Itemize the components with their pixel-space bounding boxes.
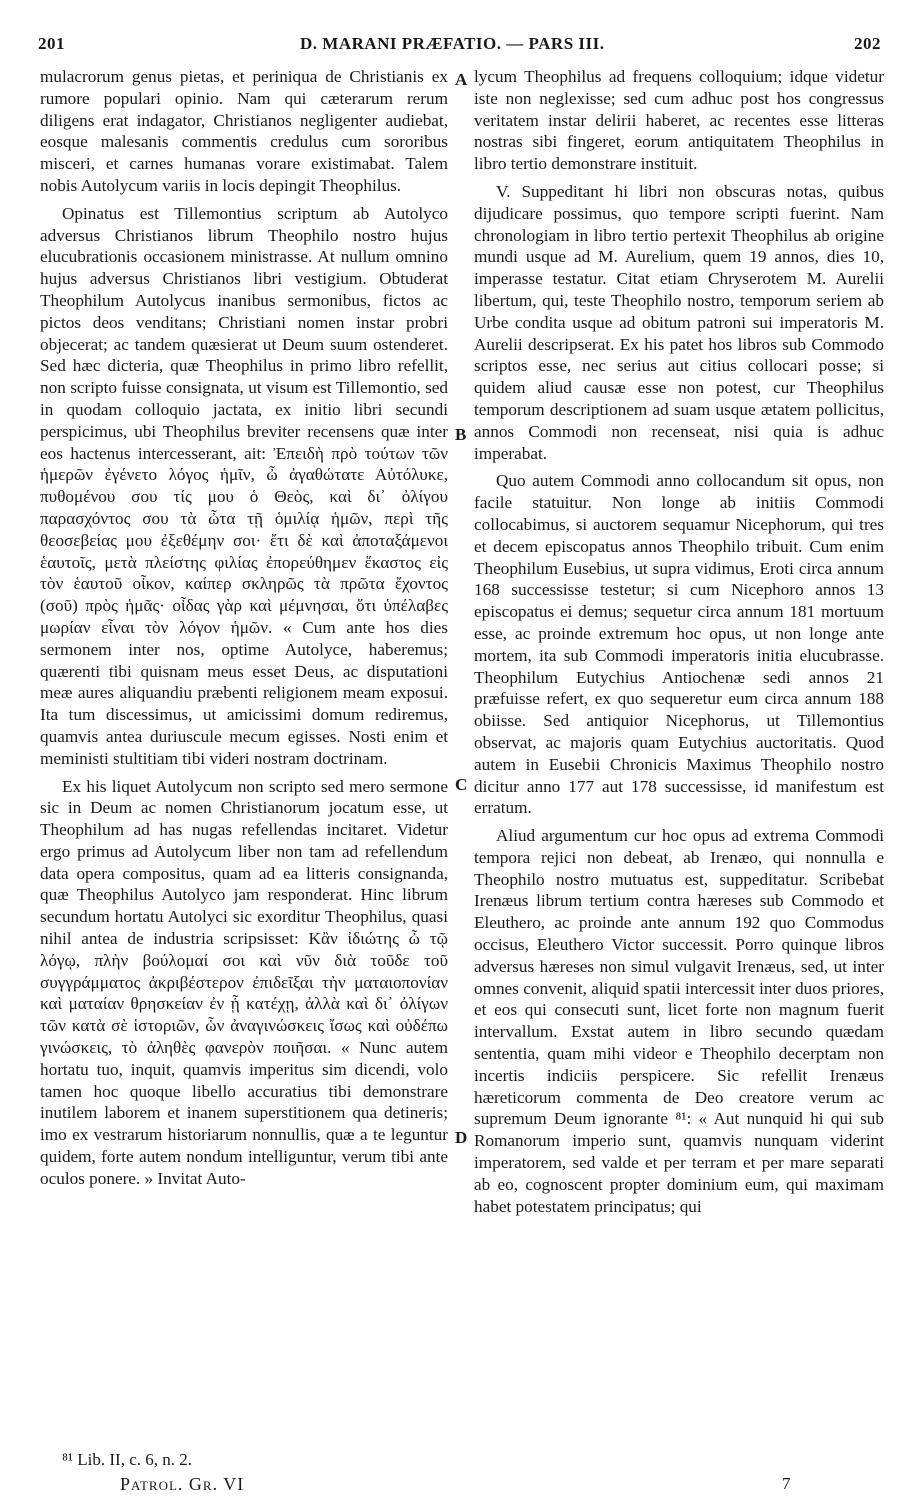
page-number-left: 201 bbox=[38, 34, 65, 53]
signature-mark: Patrol. Gr. VI bbox=[120, 1474, 245, 1494]
right-column bbox=[474, 66, 884, 1217]
margin-marker-a: A bbox=[455, 70, 468, 89]
right-paragraph-3: Quo autem Commodi anno collocandum sit opus, non facile statuitur. Non longe ab initiis Commodi collocabimus, si auctorem sequamur Nicephorum, qui tres et decem episcopatus annos Theophilo tribuit. Cum enim Theophilum Eusebius, ut supra vidimus, Eroti circa annum 168 successisse testetur; si cum Nicephoro annos 13 episcopatus ei demus; sequetur circa annum 181 mortuum esse, ac proinde extremum hoc opus, ut non longe ante mortem, ita sub Commodi imperatoris initia elucubrasse. Theophilum Eutychius Antiochenæ sedi annos 21 præfuisse refert, ex quo sequeretur eum circa annum 188 obiisse. Sed antiquior Nicephorus, ut Tillemontius observat, ac majoris quam Eutychius auctoritatis. Quod autem in Eusebii Chronicis Maximus Theophilo nostro dicitur anno 177 aut 178 successisse, id manifestum est erratum. bbox=[474, 471, 884, 818]
sheet-number: 7 bbox=[782, 1474, 791, 1493]
left-paragraph-2: Opinatus est Tillemontius scriptum ab Autolyco adversus Christianos librum Theophilo nostro hujus elucubrationis occasionem ministrasse. At nullum omnino hujus adversus Christianos libri vestigium. Obtuderat Theophilum Autolycus inanibus sermonibus, fictos ac pictos deos venditans; Christiani nomen instar probri objecerat; ac tandem quæsierat ut Deum suum ostenderet. Sed hæc dicteria, quæ Theophilus in primo libro refellit, non scripto fuisse consignata, ut visum est Tillemontio, sed in quodam colloquio jactata, ex initio libri secundi perspicimus, ubi Theophilus breviter recensens quæ inter eos hactenus intercesserant, ait: Ἐπειδὴ πρὸ τούτων τῶν ἡμερῶν ἐγένετο λόγος ἡμῖν, ὦ ἀγαθώτατε Αὐτόλυκε, πυθομένου σου τίς μου ὁ Θεὸς, καὶ δι᾽ ὀλίγου παρασχόντος σου τὰ ὦτα τῇ ὁμιλίᾳ ἡμῶν, περὶ τῆς θεοσεβείας μου ἐξεθέμην σοι· ἔτι δὲ καὶ ἀποταξάμενοι ἑαυτοῖς, μετὰ πλείστης φιλίας ἐπορεύθημεν ἕκαστος εἰς τὸν ἑαυτοῦ οἶκον, καίπερ σκληρῶς τὰ πρῶτα ἔχοντος (σοῦ) πρὸς ἡμᾶς· οἶδας γὰρ καὶ μέμνησαι, ὅτι ὑπέλαβες μωρίαν εἶναι τὸν λόγον ἡμῶν. « Cum ante hos dies sermonem inter nos, optime Autolyce, haberemus; quærenti tibi quisnam meus esset Deus, ac disputationi meæ aures aliquandiu præbenti religionem meam exposui. Ita tum discessimus, ut amicissimi domum rediremus, quamvis antea duriuscule mecum egisses. Nosti enim et meministi stultitiam tibi videri nostram doctrinam. bbox=[40, 203, 448, 768]
right-paragraph-4: Aliud argumentum cur hoc opus ad extrema Commodi tempora rejici non debeat, ab Irenæo, qui nonnulla e Theophilo nostro mutuatus est, suppeditatur. Scribebat Irenæus librum tertium contra hæreses sub Commodo et Eleuthero, ac proinde ante annum 192 quo Commodus occisus, Eleuthero Victor successit. Porro quinque libros adversus hæreses non simul vulgavit Irenæus, sed, ut inter omnes convenit, aliquid spatii intercessit inter duos priores, et eos qui consecuti sunt, licet forte non magnum fuerit intervallum. Exstat autem in libro secundo quædam sententia, quam mihi videor e Theophilo decerptam non incertis indiciis perspicere. Sic refellit Irenæus hæreticorum commenta de Deo creatore verum ac supremum Deum ignorante ⁸¹: « Aut nunquid hi qui sub Romanorum imperio sunt, quamvis nunquam viderint imperatorem, sed valde et per terram et per mare separati ab eo, cognoscent propter dominium eum, qui maximam habet potestatem principatus; qui bbox=[474, 826, 884, 1216]
running-title: D. MARANI PRÆFATIO. — PARS III. bbox=[300, 34, 605, 53]
left-column bbox=[40, 66, 448, 1190]
right-paragraph-2: V. Suppeditant hi libri non obscuras notas, quibus dijudicare possimus, quo tempore scripti fuerint. Nam chronologiam in libro tertio pertexit Theophilus ab origine mundi usque ad M. Aurelium, quem 19 annos, dies 10, imperasse testatur. Citat etiam Chryserotem M. Aurelii libertum, qui, teste Theophilo nostro, temporum seriem ab Urbe condita usque ad obitum patroni sui imperatoris M. Aurelii descripserat. Ex his patet hos libros sub Commodo scriptos esse, nec serius aut citius collocari posse; si quidem aliud causæ esse non potest, cur Theophilus temporum descriptionem ad suam usque ætatem pollicitus, annos Commodi non recenseat, nisi quia is adhuc imperabat. bbox=[474, 181, 884, 463]
margin-marker-b: B bbox=[455, 425, 467, 444]
margin-marker-d: D bbox=[455, 1128, 468, 1147]
left-paragraph-3: Ex his liquet Autolycum non scripto sed mero sermone sic in Deum ac nomen Christianorum jocatum esse, ut Theophilum ad has nugas refellendas incitaret. Videtur ergo primus ad Autolycum liber non tam ad refellendum data opera compositus, quam ad ea litteris consignanda, quæ Theophilus Autolyco jam responderat. Hinc librum secundum hortatu Autolyci sic exorditur Theophilus, quasi nihil antea de industria scripsisset: Κἂν ἰδιώτης ὦ τῷ λόγῳ, πλὴν βούλομαί σοι καὶ νῦν διὰ τοῦδε τοῦ συγγράμματος ἀκριβέστερον ἐπιδεῖξαι τὴν ματαιοπονίαν καὶ ματαίαν θρησκείαν ἐν ᾗ κατέχῃ, ἀλλὰ καὶ δι᾽ ὀλίγων τῶν κατὰ σὲ ἱστοριῶν, ὧν ἀναγινώσκεις ἴσως καὶ οὐδέπω γινώσκεις, τὸ ἀληθὲς φανερὸν ποιῆσαι. « Nunc autem hortatu tuo, inquit, quamvis imperitus sim dicendi, volo tamen hoc quoque libello accuratius tibi demonstrare inutilem laborem et inanem superstitionem qua detineris; imo ex vestrarum historiarum nonnullis, quæ a te leguntur quidem, forte autem nondum intelliguntur, verum tibi ante oculos ponere. » Invitat Auto- bbox=[40, 776, 448, 1188]
left-paragraph-1: mulacrorum genus pietas, et periniqua de Christianis ex rumore populari opinio. Nam qui cæterarum rerum diligens erat indagator, Christianos negligenter audiebat, eosque malesanis commentis credulus cum sororibus misceri, et carnes humanas vorare existimabat. Talem nobis Autolycum variis in locis depingit Theophilus. bbox=[40, 67, 448, 195]
page-number-right: 202 bbox=[854, 34, 881, 53]
margin-marker-c: C bbox=[455, 775, 468, 794]
right-paragraph-1: lycum Theophilus ad frequens colloquium; idque videtur iste non neglexisse; sed cum adhuc post hos congressus veritatem instar delirii haberet, ac recentes esse litteras nostras sibi fingeret, eorum antiquitatem Theophilus in libro tertio demonstrare instituit. bbox=[474, 67, 884, 174]
footnote: ⁸¹ Lib. II, c. 6, n. 2. bbox=[62, 1450, 192, 1469]
